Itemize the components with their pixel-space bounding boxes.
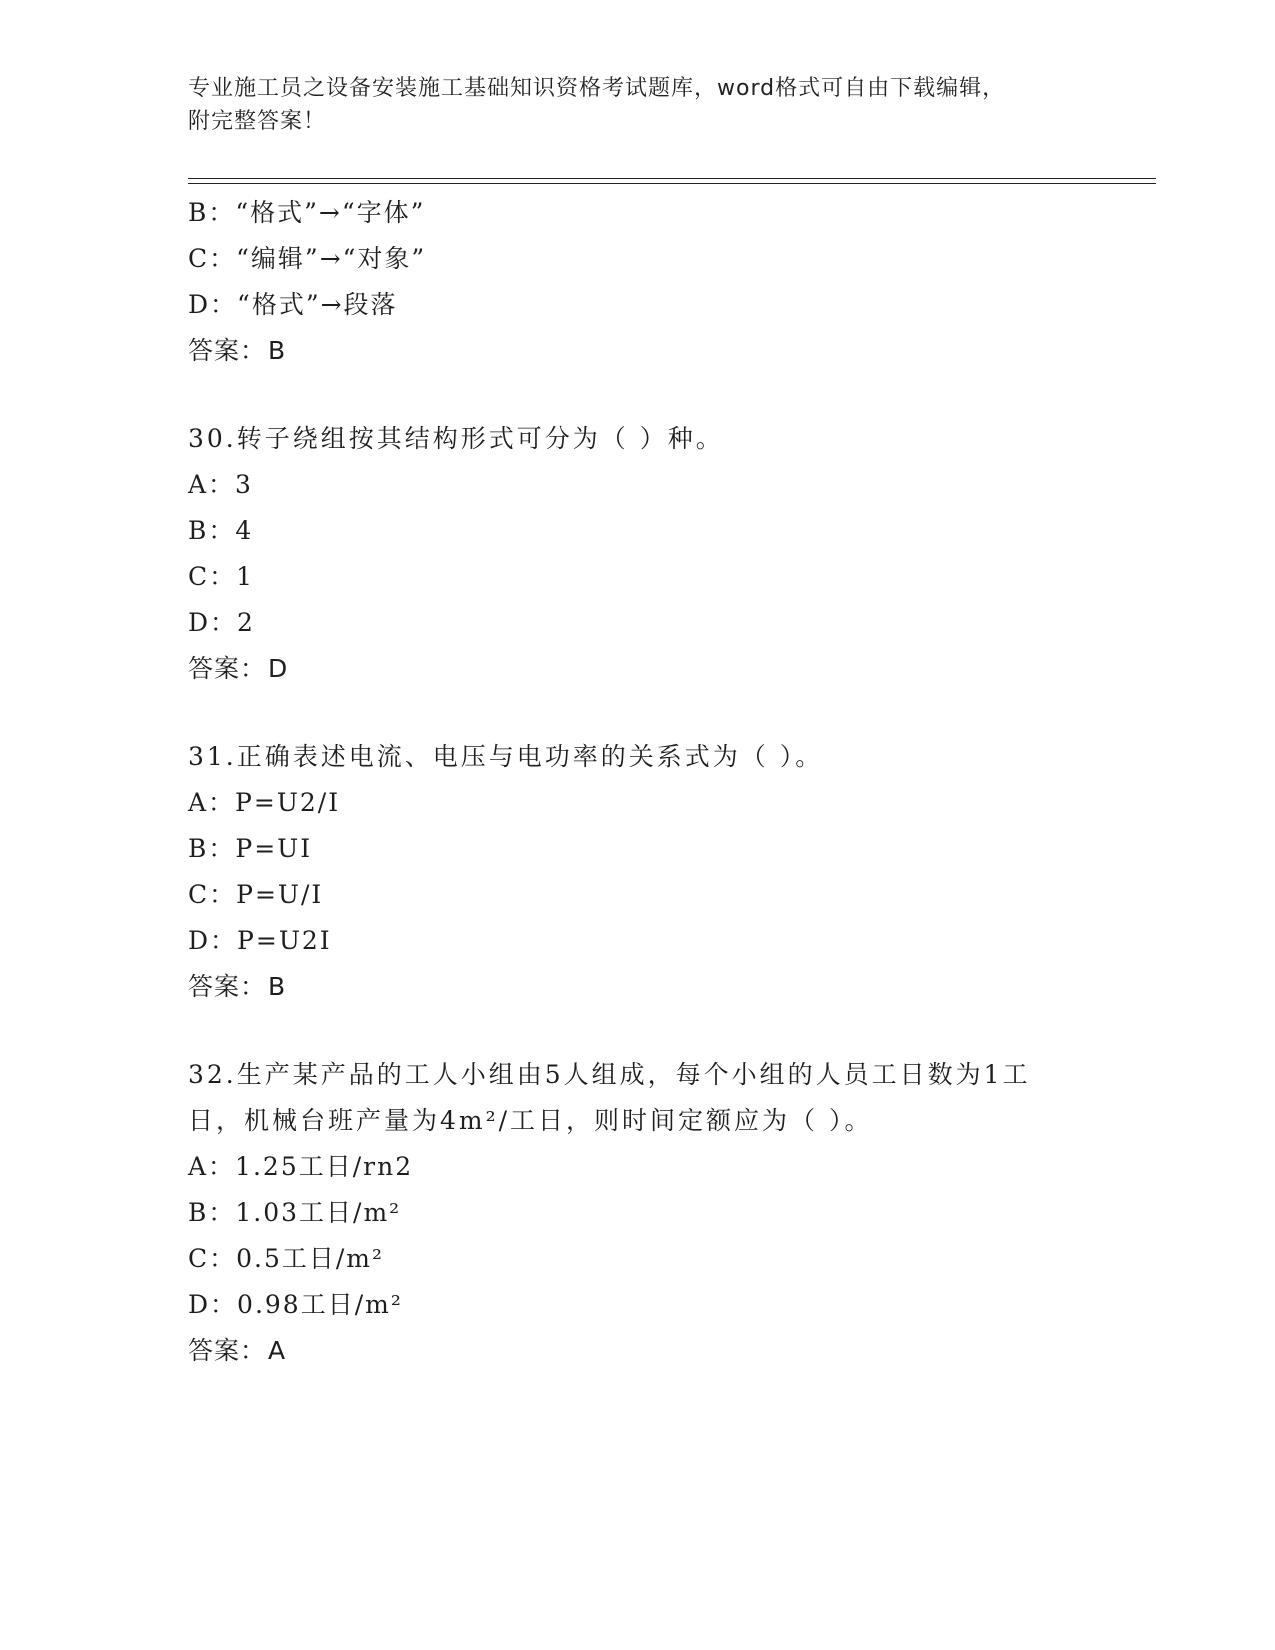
answer-value: B bbox=[268, 336, 287, 365]
answer-value: B bbox=[268, 972, 287, 1001]
question-stem: 30.转子绕组按其结构形式可分为（ ）种。 bbox=[188, 424, 724, 453]
option-c: C：1 bbox=[188, 562, 255, 591]
answer-value: D bbox=[268, 654, 289, 683]
option-c: C：0.5工日/m² bbox=[188, 1244, 385, 1273]
option-b: B：“格式”→“字体” bbox=[188, 198, 426, 227]
answer-value: A bbox=[268, 1336, 287, 1365]
answer-label: 答案： bbox=[188, 336, 267, 365]
answer-line bbox=[188, 1328, 1088, 1374]
answer-label: 答案： bbox=[188, 654, 267, 683]
document-header bbox=[188, 72, 1068, 138]
option-a: A：3 bbox=[188, 470, 253, 499]
question-31 bbox=[188, 734, 1088, 1010]
header-divider-top bbox=[188, 178, 1156, 179]
question-32 bbox=[188, 1052, 1088, 1374]
header-line-2: 附完整答案！ bbox=[188, 109, 327, 134]
question-30 bbox=[188, 416, 1088, 692]
question-list bbox=[188, 190, 1088, 1374]
option-b: B：1.03工日/m² bbox=[188, 1198, 402, 1227]
question-stem-line-1: 32.生产某产品的工人小组由5人组成，每个小组的人员工日数为1工 bbox=[188, 1060, 1031, 1089]
answer-label: 答案： bbox=[188, 972, 267, 1001]
option-c: C：P=U/I bbox=[188, 880, 324, 909]
option-a: A：1.25工日/rn2 bbox=[188, 1152, 414, 1181]
option-d: D：“格式”→段落 bbox=[188, 290, 398, 319]
header-line-1: 专业施工员之设备安装施工基础知识资格考试题库，word格式可自由下载编辑， bbox=[188, 76, 1006, 101]
option-a: A：P=U2/I bbox=[188, 788, 341, 817]
question-stem-line-2: 日，机械台班产量为4m²/工日，则时间定额应为（ ）。 bbox=[188, 1106, 873, 1135]
option-b: B：4 bbox=[188, 516, 254, 545]
question-29-continuation bbox=[188, 190, 1088, 374]
option-d: D：P=U2I bbox=[188, 926, 332, 955]
answer-line bbox=[188, 328, 1088, 374]
header-divider-bottom bbox=[188, 183, 1156, 184]
option-d: D：2 bbox=[188, 608, 255, 637]
answer-line bbox=[188, 964, 1088, 1010]
answer-line bbox=[188, 646, 1088, 692]
question-stem bbox=[188, 1052, 1088, 1144]
option-d: D：0.98工日/m² bbox=[188, 1290, 403, 1319]
answer-label: 答案： bbox=[188, 1336, 267, 1365]
option-b: B：P=UI bbox=[188, 834, 313, 863]
question-stem: 31.正确表述电流、电压与电功率的关系式为（ ）。 bbox=[188, 742, 824, 771]
option-c: C：“编辑”→“对象” bbox=[188, 244, 427, 273]
